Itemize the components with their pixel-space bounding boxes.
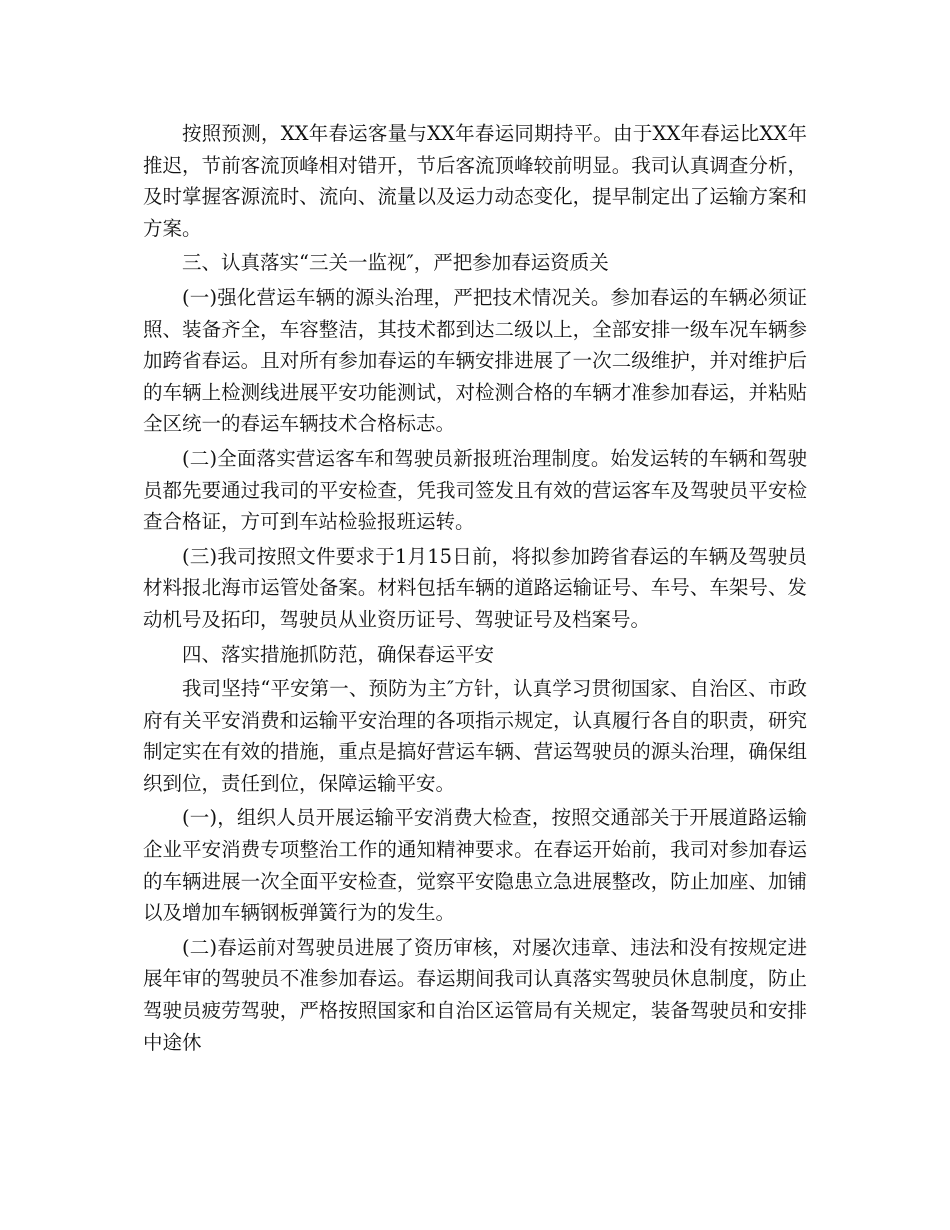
paragraph-filing-requirements: (三)我司按照文件要求于1月15日前，将拟参加跨省春运的车辆及驾驶员材料报北海市运管处备案。材料包括车辆的道路运输证号、车号、车架号、发动机号及拓印，驾驶员从业资历证号、驾驶证号及档案号。: [143, 544, 807, 631]
paragraph-forecast: 按照预测，XX年春运客量与XX年春运同期持平。由于XX年春运比XX年推迟，节前客流顶峰相对错开，节后客流顶峰较前明显。我司认真调查分析，及时掌握客源流时、流向、流量以及运力动态变化，提早制定出了运输方案和方案。: [143, 122, 807, 240]
paragraph-vehicle-source-control: (一)强化营运车辆的源头治理，严把技术情况关。参加春运的车辆必须证照、装备齐全，车容整洁，其技术都到达二级以上，全部安排一级车况车辆参加跨省春运。且对所有参加春运的车辆安排进展了一次二级维护，并对维护后的车辆上检测线进展平安功能测试，对检测合格的车辆才准参加春运，并粘贴全区统一的春运车辆技术合格标志。: [143, 285, 807, 436]
heading-section-four: 四、落实措施抓防范，确保春运平安: [182, 642, 495, 666]
paragraph-driver-review: (二)春运前对驾驶员进展了资历审核，对屡次违章、违法和没有按规定进展年审的驾驶员不准参加春运。春运期间我司认真落实驾驶员休息制度，防止驾驶员疲劳驾驶，严格按照国家和自治区运管局有关规定，装备驾驶员和安排中途休: [143, 935, 807, 1054]
paragraph-driver-registration: (二)全面落实营运客车和驾驶员新报班治理制度。始发运转的车辆和驾驶员都先要通过我司的平安检查，凭我司签发且有效的营运客车及驾驶员平安检查合格证，方可到车站检验报班运转。: [143, 446, 807, 534]
heading-section-three: 三、认真落实“三关一监视″，严把参加春运资质关: [182, 251, 609, 275]
paragraph-safety-inspection: (一)，组织人员开展运输平安消费大检查，按照交通部关于开展道路运输企业平安消费专项整治工作的通知精神要求。在春运开始前，我司对参加春运的车辆进展一次全面平安检查，觉察平安隐患立急进展整改，防止加座、加铺以及增加车辆钢板弹簧行为的发生。: [143, 806, 807, 925]
document-body: [143, 118, 807, 1058]
paragraph-safety-policy: 我司坚持“平安第一、预防为主″方针，认真学习贯彻国家、自治区、市政府有关平安消费和运输平安治理的各项指示规定，认真履行各自的职责，研究制定实在有效的措施，重点是搞好营运车辆、营运驾驶员的源头治理，确保组织到位，责任到位，保障运输平安。: [143, 677, 807, 795]
